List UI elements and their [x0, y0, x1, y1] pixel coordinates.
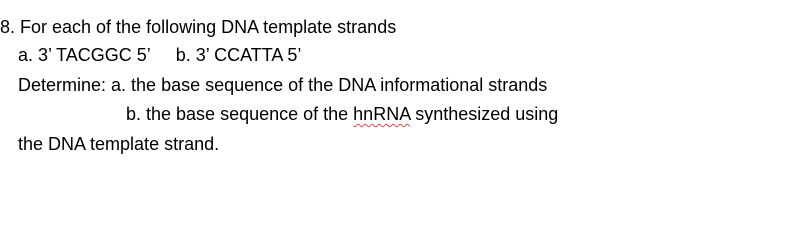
hnrna-term: hnRNA [353, 104, 411, 124]
strand-b-text: b. 3’ CCATTA 5’ [175, 45, 302, 65]
strand-a-text: a. 3’ TACGGC 5’ [18, 45, 151, 65]
question-heading: 8. For each of the following DNA template strands [0, 17, 397, 37]
template-strands-row [18, 46, 301, 66]
final-line: the DNA template strand. [18, 134, 220, 154]
part-b-text-after: synthesized using [410, 104, 559, 124]
determine-part-b [126, 105, 558, 125]
part-b-text-before: b. the base sequence of the [126, 104, 354, 124]
determine-part-a: Determine: a. the base sequence of the DNA informational strands [18, 75, 548, 95]
